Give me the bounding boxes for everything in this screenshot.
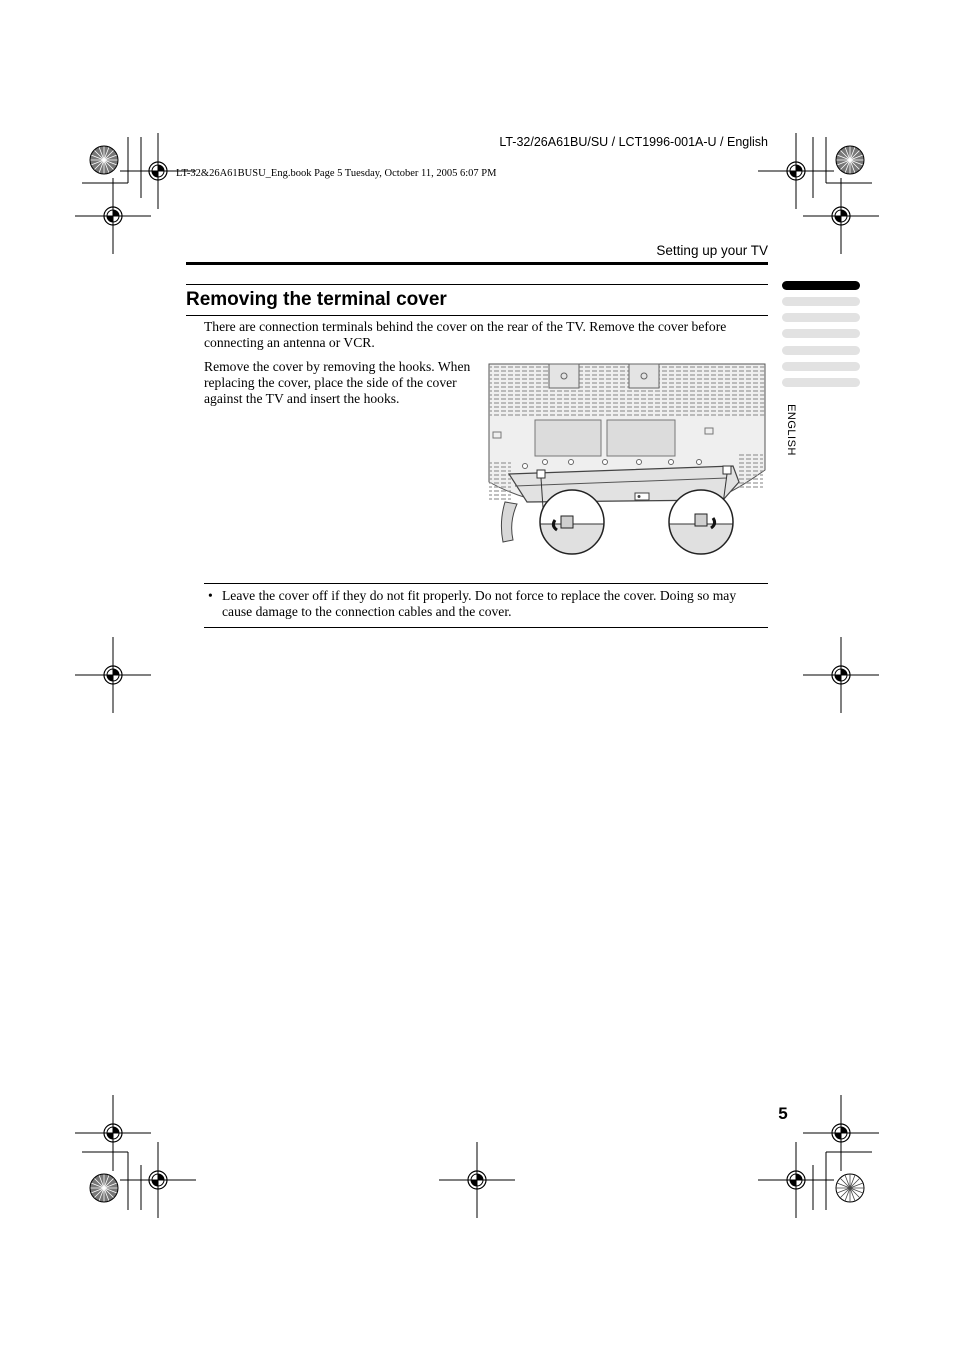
language-label: ENGLISH	[785, 404, 797, 456]
note-bullet: •	[208, 588, 213, 603]
page-number: 5	[778, 1104, 788, 1123]
instruction-paragraph: Remove the cover by removing the hooks. When replacing the cover, place the side of the cover against the TV and insert the hooks.	[204, 359, 471, 406]
running-header: Setting up your TV	[656, 243, 768, 258]
section-title: Removing the terminal cover	[186, 289, 447, 310]
intro-paragraph: There are connection terminals behind the cover on the rear of the TV. Remove the cover before connecting an antenna or VCR.	[204, 319, 727, 350]
note-text: Leave the cover off if they do not fit properly. Do not force to replace the cover. Doing so may cause damage to the connection cables and the cover.	[222, 588, 737, 619]
document-id: LT-32/26A61BU/SU / LCT1996-001A-U / English	[499, 135, 768, 149]
book-stamp: LT-32&26A61BUSU_Eng.book Page 5 Tuesday, October 11, 2005 6:07 PM	[176, 168, 497, 179]
